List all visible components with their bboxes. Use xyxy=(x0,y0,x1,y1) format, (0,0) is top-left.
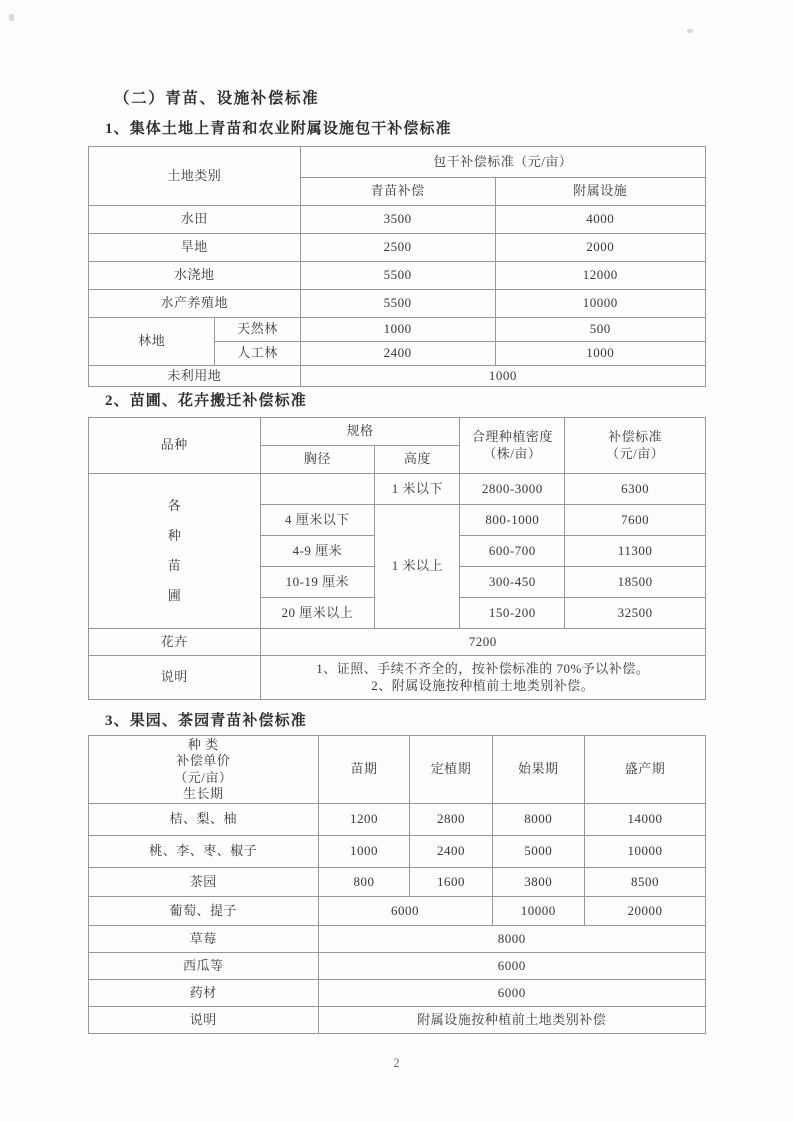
crop-type-label: 西瓜等 xyxy=(89,953,319,980)
standard-value: 18500 xyxy=(565,567,706,598)
table-row xyxy=(89,656,706,700)
density-value: 2800-3000 xyxy=(460,474,565,505)
standard-line1: 补偿标准 xyxy=(608,429,663,445)
land-type-label: 未利用地 xyxy=(89,366,301,387)
table2-header-variety: 品种 xyxy=(89,418,261,474)
density-value: 800-1000 xyxy=(460,505,565,536)
facility-value: 4000 xyxy=(495,206,705,234)
merged-value: 6000 xyxy=(318,980,705,1007)
nursery-label xyxy=(89,474,261,629)
merged-value: 8000 xyxy=(318,926,705,953)
crop-value: 2500 xyxy=(300,234,495,262)
standard-value: 11300 xyxy=(565,536,706,567)
table2-header-density xyxy=(460,418,565,474)
table1-header-crop: 青苗补偿 xyxy=(300,178,495,206)
table-row xyxy=(89,804,706,836)
dbh-value: 20 厘米以上 xyxy=(260,598,375,629)
table1-land-compensation xyxy=(88,146,706,387)
merged-value: 6000 xyxy=(318,953,705,980)
land-type-label: 水浇地 xyxy=(89,262,301,290)
table-row xyxy=(89,980,706,1007)
forest-label: 林地 xyxy=(89,318,215,366)
crop-value: 5500 xyxy=(300,262,495,290)
table2-title: 2、苗圃、花卉搬迁补偿标准 xyxy=(105,393,307,409)
forest-type-label: 人工林 xyxy=(215,342,300,366)
dbh-value: 4-9 厘米 xyxy=(260,536,375,567)
corner-line2: 补偿单价 xyxy=(176,753,231,769)
table3-title: 3、果园、茶园青苗补偿标准 xyxy=(105,713,307,729)
table-row xyxy=(89,290,706,318)
facility-value: 500 xyxy=(495,318,705,342)
table-row xyxy=(89,318,706,342)
land-type-label: 水田 xyxy=(89,206,301,234)
standard-value: 7600 xyxy=(565,505,706,536)
note-line2: 2、附属设施按种植前土地类别补偿。 xyxy=(371,677,595,693)
corner-line4: 生长期 xyxy=(183,785,224,801)
facility-value: 1000 xyxy=(495,342,705,366)
table-row xyxy=(89,1007,706,1034)
first-fruit-value: 10000 xyxy=(492,897,585,926)
note-content xyxy=(260,656,705,700)
peak-value: 8500 xyxy=(585,868,706,897)
corner-line3: （元/亩） xyxy=(174,769,233,785)
land-type-label: 水产养殖地 xyxy=(89,290,301,318)
planting-value: 1600 xyxy=(410,868,492,897)
crop-type-label: 草莓 xyxy=(89,926,319,953)
land-type-label: 旱地 xyxy=(89,234,301,262)
planting-value: 2400 xyxy=(410,836,492,868)
table-row xyxy=(89,953,706,980)
facility-value: 10000 xyxy=(495,290,705,318)
table-row xyxy=(89,868,706,897)
first-fruit-value: 3800 xyxy=(492,868,585,897)
note-content: 附属设施按种植前土地类别补偿 xyxy=(318,1007,705,1034)
table3-corner-header xyxy=(89,736,319,804)
scan-artifact xyxy=(9,14,14,21)
nursery-label-text: 各种苗圃 xyxy=(167,498,181,603)
density-line1: 合理种植密度 xyxy=(471,429,553,445)
dbh-value: 10-19 厘米 xyxy=(260,567,375,598)
table3-header-seedling: 苗期 xyxy=(318,736,410,804)
crop-type-label: 桃、李、枣、椒子 xyxy=(89,836,319,868)
page-number: 2 xyxy=(393,1056,401,1070)
height-value: 1 米以上 xyxy=(375,505,460,629)
flower-label: 花卉 xyxy=(89,629,261,656)
crop-type-label: 桔、梨、柚 xyxy=(89,804,319,836)
standard-value: 6300 xyxy=(565,474,706,505)
table2-header-spec: 规格 xyxy=(260,418,460,446)
table3-orchard-tea-compensation xyxy=(88,735,706,1034)
density-value: 300-450 xyxy=(460,567,565,598)
note-label: 说明 xyxy=(89,1007,319,1034)
scan-artifact xyxy=(687,29,693,33)
crop-value: 2400 xyxy=(300,342,495,366)
facility-value: 12000 xyxy=(495,262,705,290)
crop-value: 3500 xyxy=(300,206,495,234)
grape-merged-value: 6000 xyxy=(318,897,492,926)
section-heading: （二）青苗、设施补偿标准 xyxy=(114,90,320,107)
dbh-value: 4 厘米以下 xyxy=(260,505,375,536)
table1-header-group: 包干补偿标准（元/亩） xyxy=(300,147,705,178)
table3-header-peak: 盛产期 xyxy=(585,736,706,804)
flower-value: 7200 xyxy=(260,629,705,656)
seedling-value: 1000 xyxy=(318,836,410,868)
table-row xyxy=(89,262,706,290)
table1-title: 1、集体土地上青苗和农业附属设施包干补偿标准 xyxy=(105,121,452,137)
density-value: 600-700 xyxy=(460,536,565,567)
density-line2: （株/亩） xyxy=(483,445,542,461)
dbh-value xyxy=(260,474,375,505)
seedling-value: 1200 xyxy=(318,804,410,836)
table-row xyxy=(89,836,706,868)
crop-type-label: 葡萄、提子 xyxy=(89,897,319,926)
table3-header-first-fruit: 始果期 xyxy=(492,736,585,804)
peak-value: 10000 xyxy=(585,836,706,868)
height-value: 1 米以下 xyxy=(375,474,460,505)
density-value: 150-200 xyxy=(460,598,565,629)
table-row xyxy=(89,366,706,387)
table-row xyxy=(89,926,706,953)
planting-value: 2800 xyxy=(410,804,492,836)
table2-header-height: 高度 xyxy=(375,446,460,474)
table-row xyxy=(89,897,706,926)
first-fruit-value: 8000 xyxy=(492,804,585,836)
facility-value: 2000 xyxy=(495,234,705,262)
forest-type-label: 天然林 xyxy=(215,318,300,342)
standard-value: 32500 xyxy=(565,598,706,629)
note-line1: 1、证照、手续不齐全的，按补偿标准的 70%予以补偿。 xyxy=(316,661,650,677)
table3-header-planting: 定植期 xyxy=(410,736,492,804)
crop-type-label: 药材 xyxy=(89,980,319,1007)
unused-value: 1000 xyxy=(300,366,705,387)
table1-header-land-type: 土地类别 xyxy=(89,147,301,206)
table2-header-standard xyxy=(565,418,706,474)
table-row xyxy=(89,629,706,656)
crop-type-label: 茶园 xyxy=(89,868,319,897)
crop-value: 1000 xyxy=(300,318,495,342)
peak-value: 14000 xyxy=(585,804,706,836)
corner-line1: 种 类 xyxy=(187,737,219,752)
seedling-value: 800 xyxy=(318,868,410,897)
standard-line2: （元/亩） xyxy=(606,445,665,461)
peak-value: 20000 xyxy=(585,897,706,926)
table2-nursery-flower-compensation xyxy=(88,417,706,700)
note-label: 说明 xyxy=(89,656,261,700)
table1-header-facility: 附属设施 xyxy=(495,178,705,206)
table2-header-dbh: 胸径 xyxy=(260,446,375,474)
crop-value: 5500 xyxy=(300,290,495,318)
table-row xyxy=(89,234,706,262)
first-fruit-value: 5000 xyxy=(492,836,585,868)
table-row xyxy=(89,206,706,234)
table-row xyxy=(89,474,706,505)
